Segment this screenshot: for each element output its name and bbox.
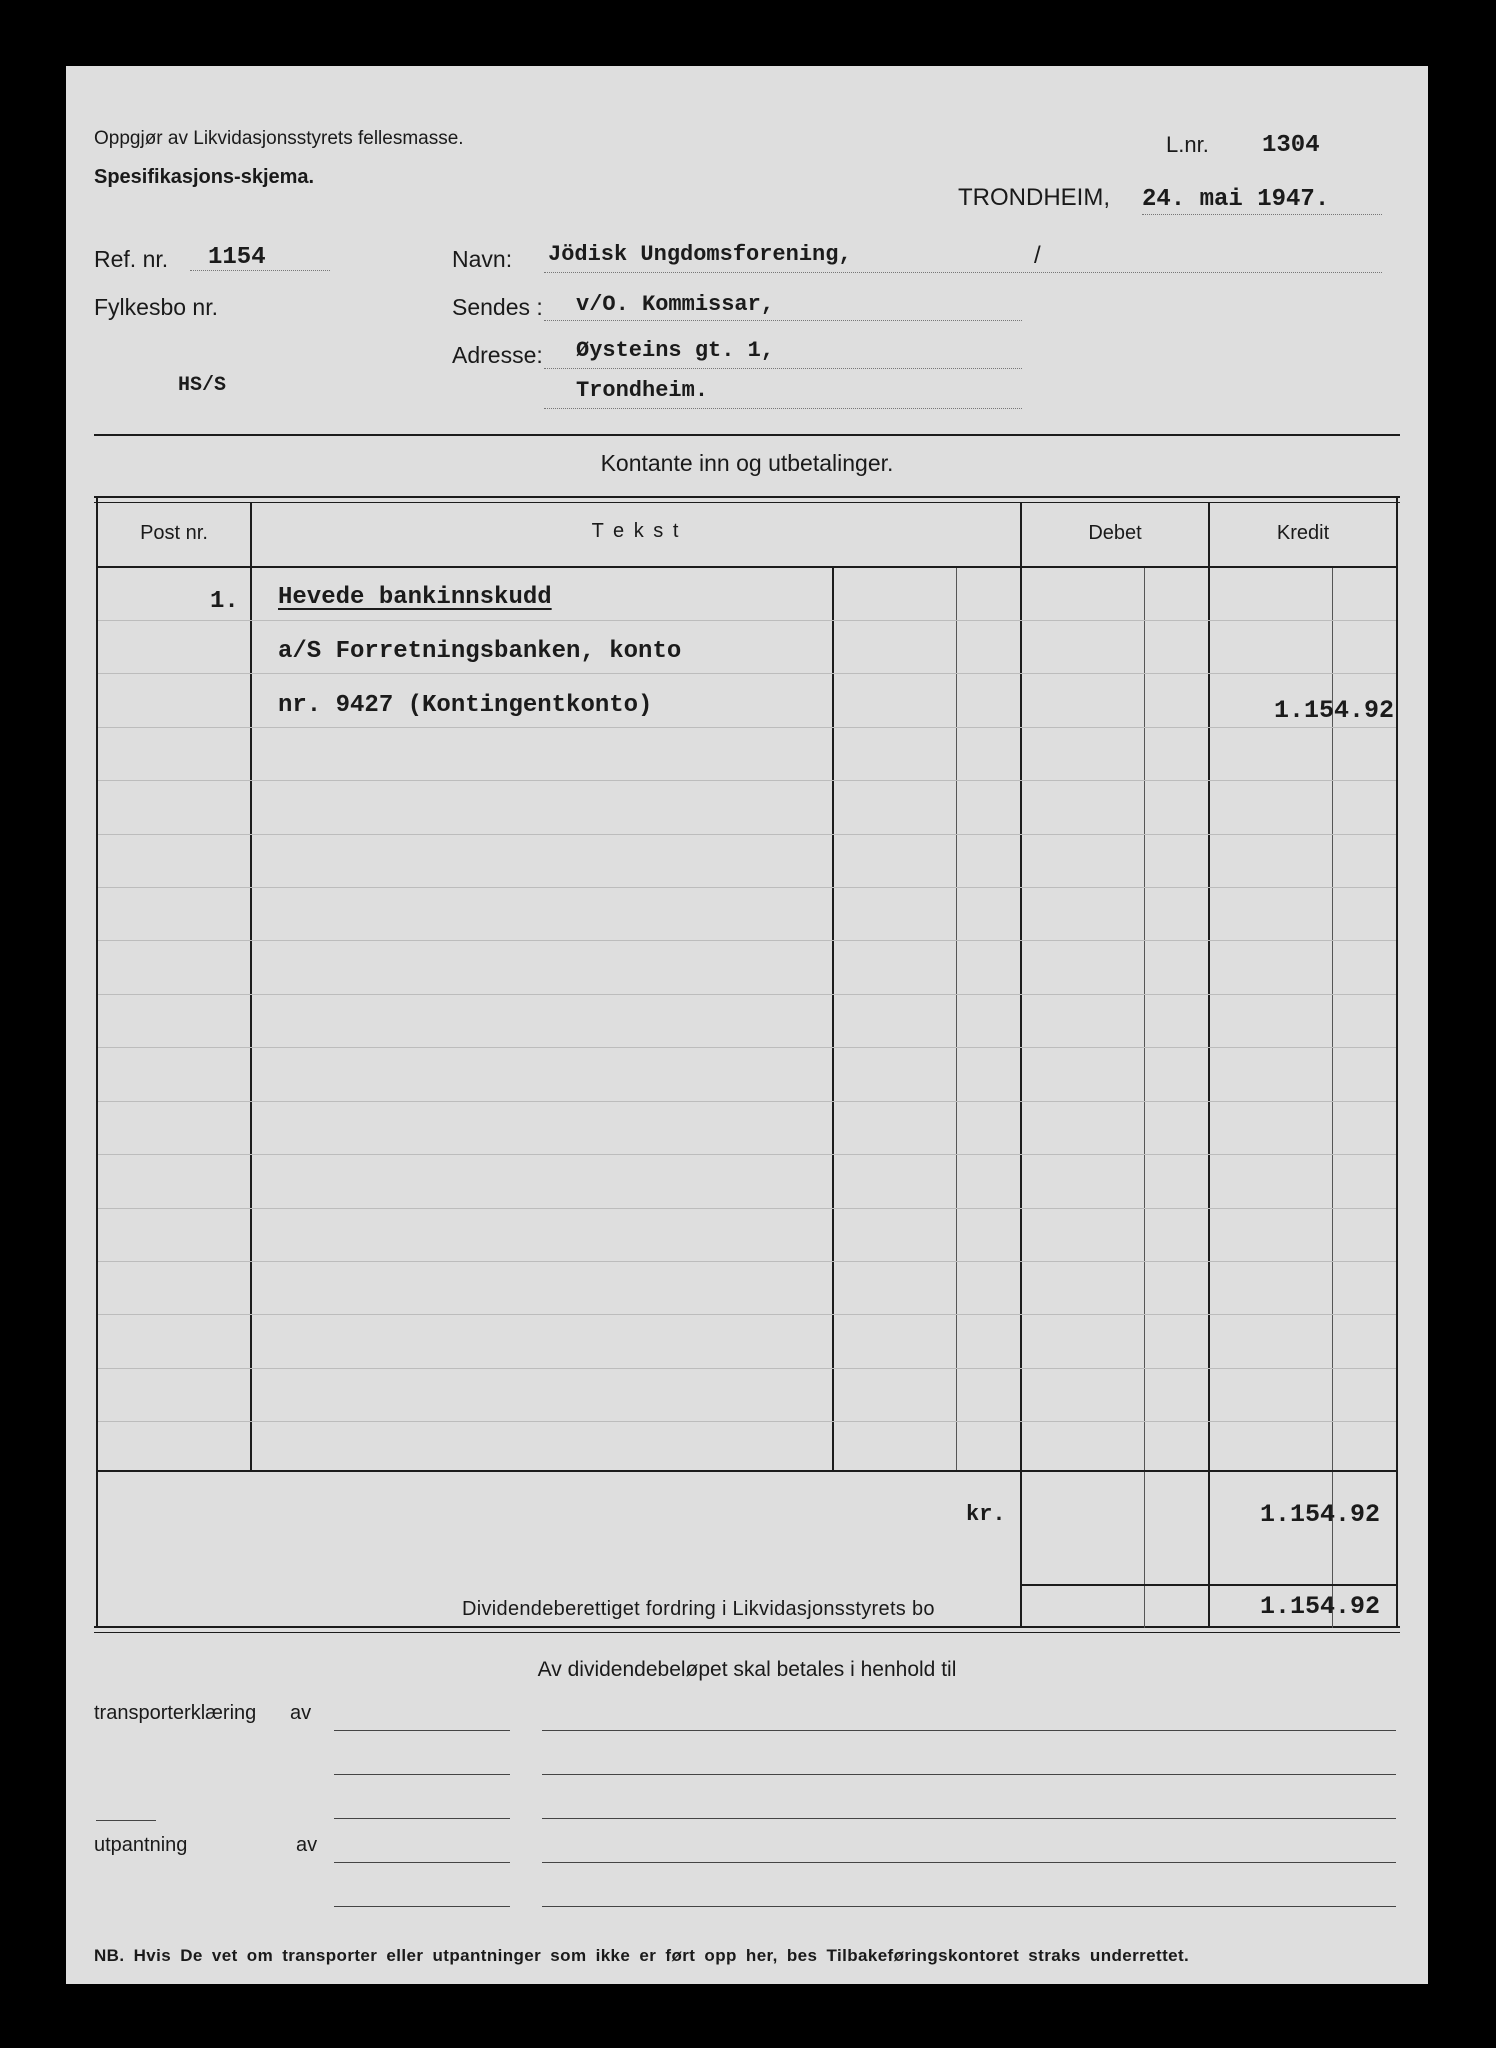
dividend-kredit: 1.154.92: [1259, 1592, 1380, 1621]
table-top-border-inner: [94, 502, 1400, 503]
sendes-dotted-line: [544, 320, 1022, 321]
ruled-line: [98, 1368, 1396, 1369]
section-title: Kontante inn og utbetalinger.: [600, 450, 894, 476]
ruled-line: [98, 673, 1396, 674]
row1-text-line2: a/S Forretningsbanken, konto: [278, 638, 682, 665]
transport-label: transporterklæring: [94, 1702, 257, 1724]
initials: HS/S: [178, 374, 227, 397]
col-divider-text-a: [832, 568, 834, 1470]
header-debet: Debet: [1088, 522, 1142, 544]
transport-blank-1a: [334, 1730, 510, 1731]
transport-blank-2a: [334, 1774, 510, 1775]
navn-mark: /: [1034, 242, 1041, 269]
short-mark: [96, 1820, 156, 1821]
nb-note: NB. Hvis De vet om transporter eller utpantninger som ikke er ført opp her, bes Tilbakeføringskontoret straks underrettet.: [94, 1946, 1190, 1965]
ref-dotted-line: [190, 270, 330, 271]
ruled-line: [98, 727, 1396, 728]
header-post: Post nr.: [140, 522, 208, 544]
utpantning-av: av: [296, 1834, 318, 1856]
col-divider-text-b: [956, 568, 957, 1470]
table-top-border: [94, 496, 1400, 498]
ruled-line: [98, 1208, 1396, 1209]
sum-kredit: 1.154.92: [1259, 1500, 1380, 1529]
sendes-value: v/O. Kommissar,: [576, 292, 775, 317]
transport-blank-1b: [542, 1730, 1396, 1731]
ruled-line: [98, 620, 1396, 621]
header-tekst: T e k s t: [591, 520, 681, 542]
ruled-line: [98, 1047, 1396, 1048]
utpantning-blank-1b: [542, 1862, 1396, 1863]
adresse-label: Adresse:: [452, 342, 543, 368]
sum-label: kr.: [966, 1502, 1006, 1527]
ruled-line: [98, 1261, 1396, 1262]
transport-blank-3b: [542, 1818, 1396, 1819]
navn-dotted-line: [544, 272, 1382, 273]
table-bottom-border: [94, 1626, 1400, 1628]
utpantning-blank-2b: [542, 1906, 1396, 1907]
ruled-line: [98, 994, 1396, 995]
row1-text-line1: Hevede bankinnskudd: [278, 584, 552, 611]
fylkesbo-label: Fylkesbo nr.: [94, 294, 218, 320]
lnr-label: L.nr.: [1166, 132, 1209, 157]
section-rule: [94, 434, 1400, 436]
sendes-label: Sendes :: [452, 294, 543, 320]
navn-label: Navn:: [452, 246, 513, 272]
ref-label: Ref. nr.: [94, 246, 169, 272]
adresse-dotted-line-2: [544, 408, 1022, 409]
ruled-line: [98, 1154, 1396, 1155]
table-right-border: [1396, 496, 1398, 1628]
ruled-line: [98, 780, 1396, 781]
ruled-line: [98, 940, 1396, 941]
document-page: [66, 66, 1428, 1984]
table-left-border: [96, 496, 98, 1628]
header-row-rule: [96, 566, 1398, 568]
adresse-line1: Øysteins gt. 1,: [576, 338, 775, 363]
row1-post: 1.: [210, 588, 239, 615]
date-value: 24. mai 1947.: [1142, 186, 1330, 213]
ruled-line: [98, 887, 1396, 888]
dividend-rule: [1022, 1584, 1398, 1586]
adresse-line2: Trondheim.: [576, 378, 709, 403]
transport-av: av: [290, 1702, 312, 1724]
ref-value: 1154: [208, 244, 266, 271]
footer-intro: Av dividendebeløpet skal betales i henhold til: [537, 1658, 957, 1681]
transport-blank-3a: [334, 1818, 510, 1819]
utpantning-label: utpantning: [94, 1834, 188, 1856]
row1-text-line3: nr. 9427 (Kontingentkonto): [278, 692, 653, 719]
table-bottom-border-inner: [94, 1632, 1400, 1633]
header-line2: Spesifikasjons-skjema.: [94, 166, 315, 188]
place-label: TRONDHEIM,: [958, 184, 1110, 211]
date-dotted-line: [1142, 214, 1382, 215]
dividend-label: Dividendeberettiget fordring i Likvidasjonsstyrets bo: [462, 1598, 935, 1620]
utpantning-blank-2a: [334, 1906, 510, 1907]
ruled-line: [98, 1314, 1396, 1315]
utpantning-blank-1a: [334, 1862, 510, 1863]
ruled-line: [98, 834, 1396, 835]
col-divider-debet: [1020, 502, 1022, 1628]
header-kredit: Kredit: [1276, 522, 1330, 544]
col-divider-kredit: [1208, 502, 1210, 1628]
navn-value: Jödisk Ungdomsforening,: [548, 242, 852, 267]
sum-rule: [96, 1470, 1398, 1472]
header-line1: Oppgjør av Likvidasjonsstyrets fellesmasse.: [94, 128, 464, 149]
row1-kredit: 1.154.92: [1273, 696, 1394, 725]
ruled-line: [98, 1101, 1396, 1102]
transport-blank-2b: [542, 1774, 1396, 1775]
lnr-value: 1304: [1262, 132, 1320, 159]
ruled-line: [98, 1421, 1396, 1422]
col-divider-post: [250, 502, 252, 1470]
adresse-dotted-line: [544, 368, 1022, 369]
